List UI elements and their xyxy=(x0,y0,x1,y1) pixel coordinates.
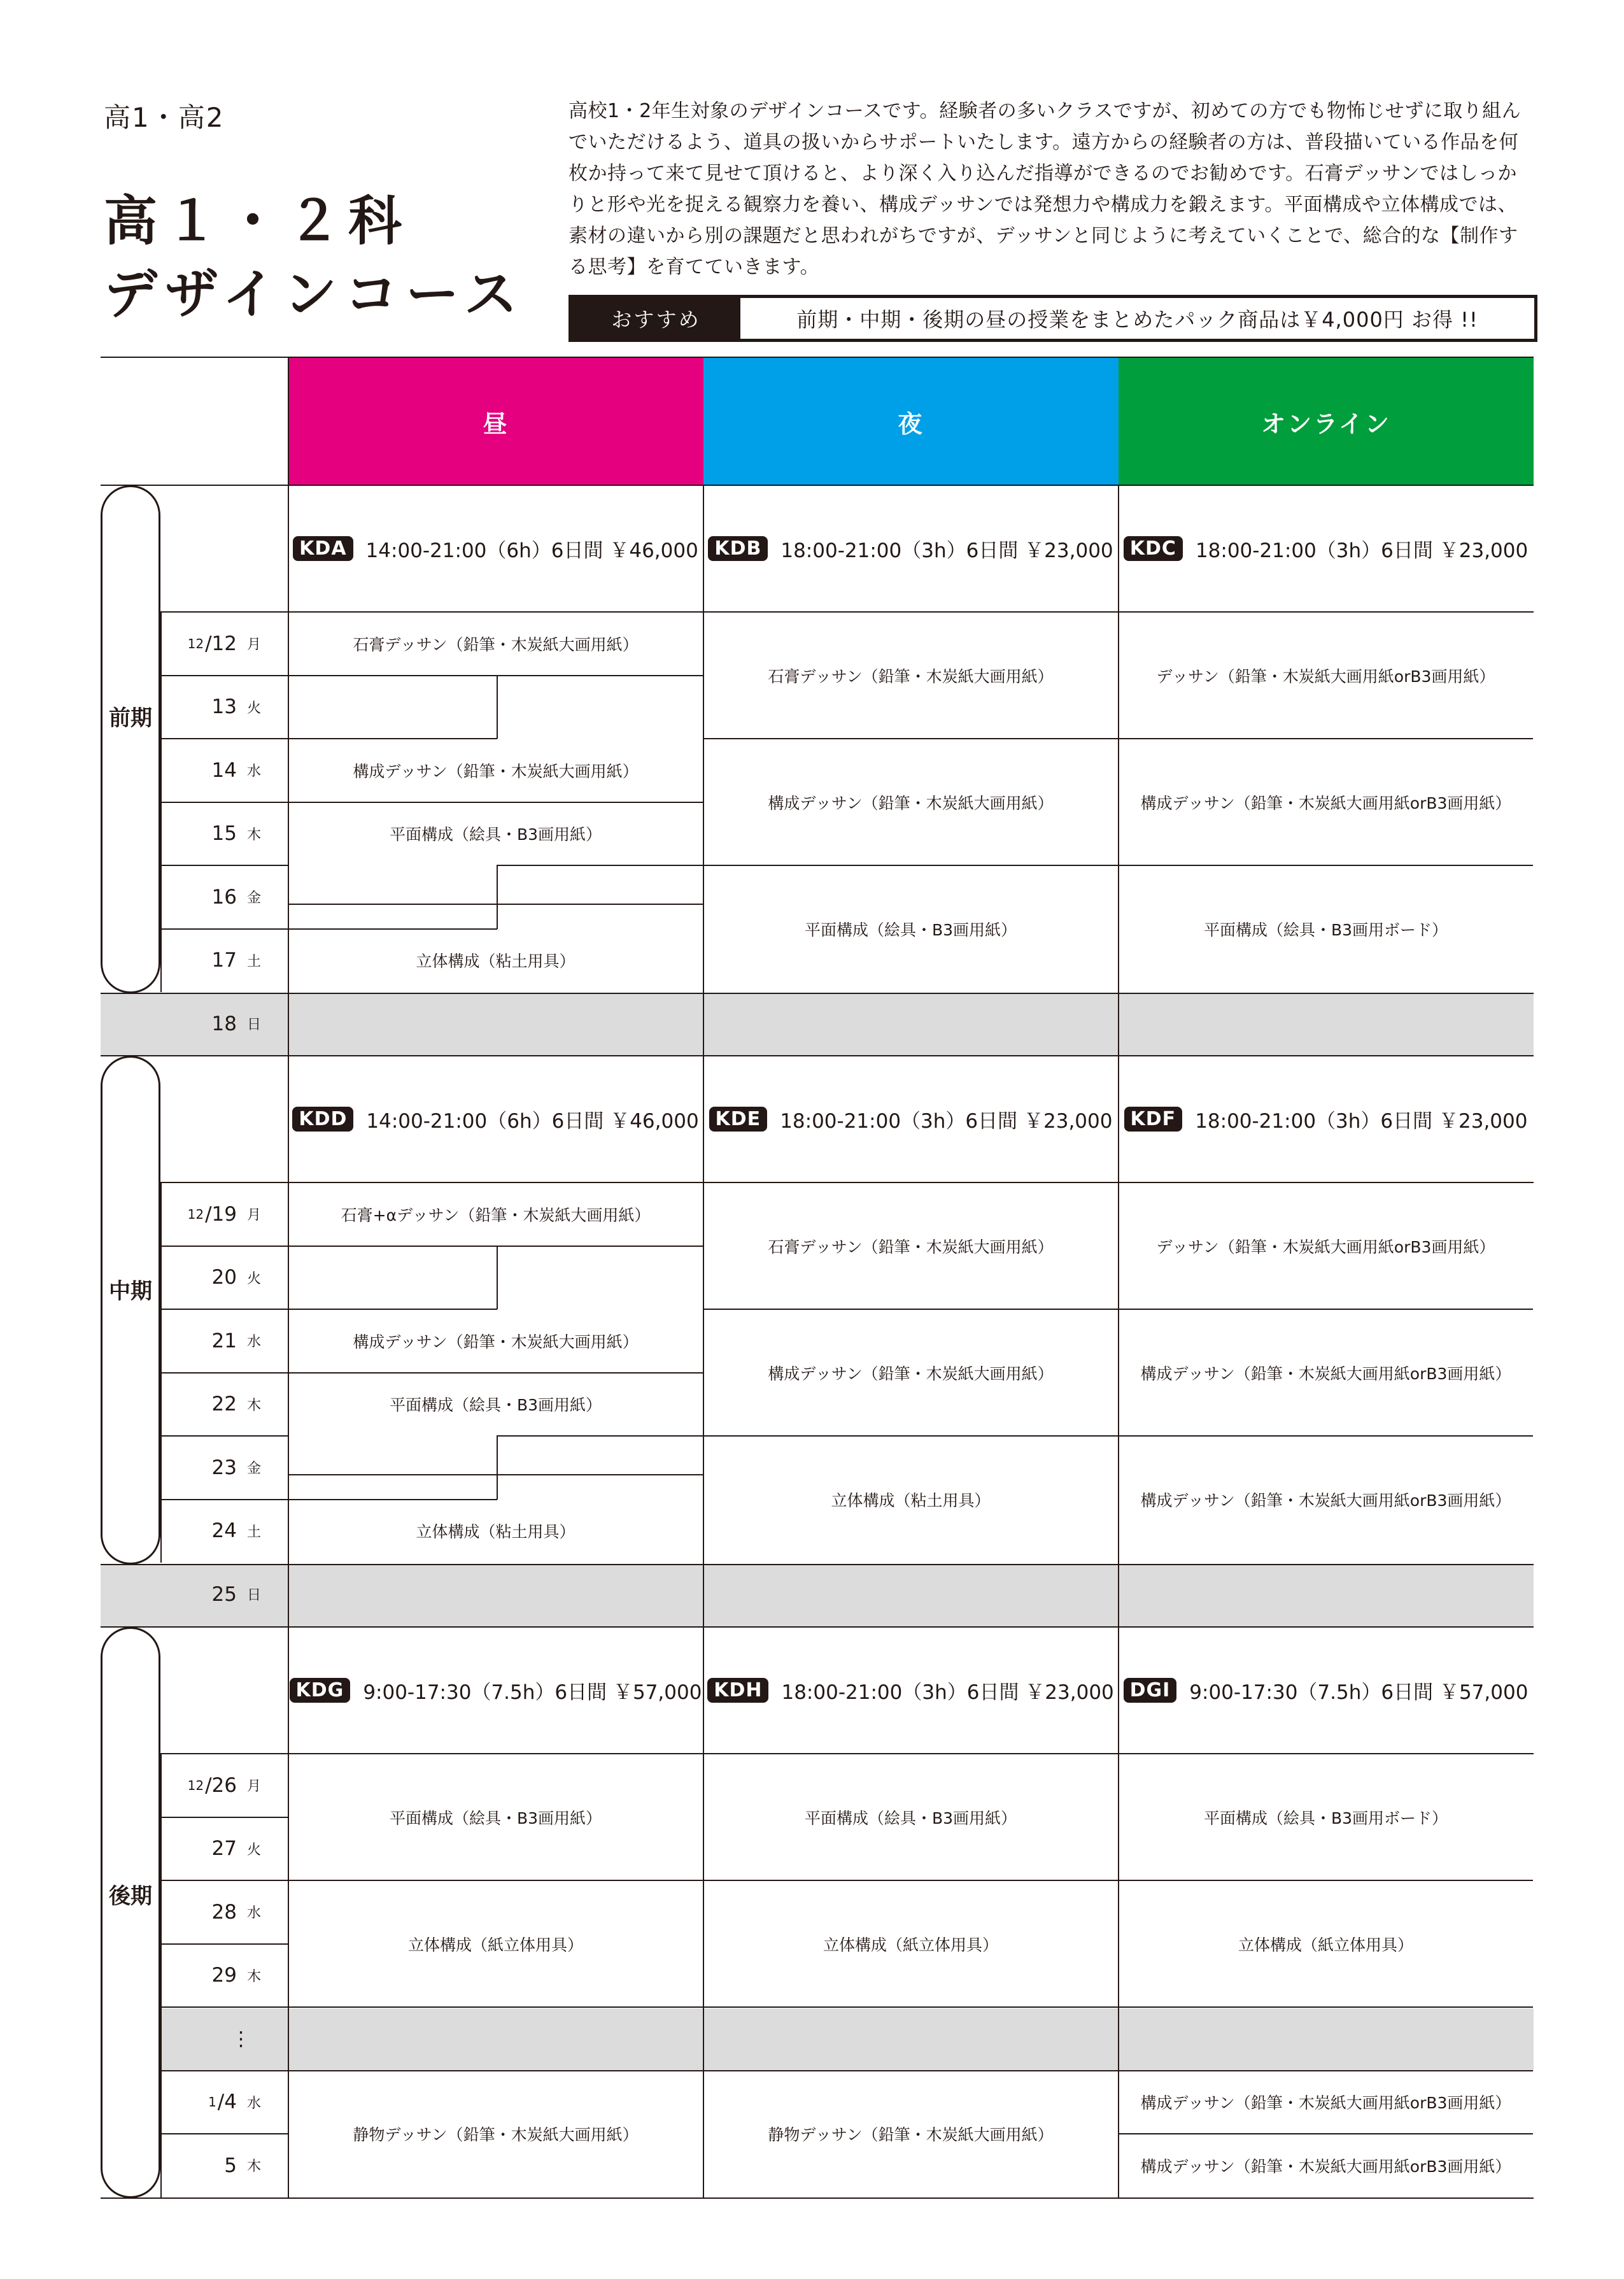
column-header-online xyxy=(1119,358,1534,485)
course-schedule: 18:00-21:00（3h）6日間 ￥23,000 xyxy=(780,1110,1113,1133)
course-schedule: 14:00-21:00（6h）6日間 ￥46,000 xyxy=(366,1110,699,1133)
course-info xyxy=(288,1627,703,1754)
day-cell: 平面構成（絵具・B3画用紙） xyxy=(389,825,602,844)
column-header-night xyxy=(703,358,1119,485)
course-code-badge: KDE xyxy=(709,1107,768,1132)
course-info xyxy=(1119,1056,1533,1182)
date-label: 14 水 xyxy=(211,758,261,782)
date-label: 18 日 xyxy=(211,1012,261,1035)
online-cell: 平面構成（絵具・B3画用ボード） xyxy=(1203,920,1448,939)
online-cell: デッサン（鉛筆・木炭紙大画用紙orB3画用紙） xyxy=(1156,1237,1495,1256)
column-header-label: オンライン xyxy=(1261,409,1391,438)
course-info xyxy=(288,1056,703,1182)
night-cell: 静物デッサン（鉛筆・木炭紙大画用紙） xyxy=(768,2126,1054,2144)
day-cell: 静物デッサン（鉛筆・木炭紙大画用紙） xyxy=(353,2126,639,2144)
course-title-line2: デザインコース xyxy=(104,263,525,325)
recommend-text: 前期・中期・後期の昼の授業をまとめたパック商品は￥4,000円 お得 !! xyxy=(796,308,1478,332)
course-schedule: 18:00-21:00（3h）6日間 ￥23,000 xyxy=(780,539,1113,562)
recommend-tag: おすすめ xyxy=(572,298,740,339)
day-cell: 石膏デッサン（鉛筆・木炭紙大画用紙） xyxy=(353,635,639,654)
online-cell: 構成デッサン（鉛筆・木炭紙大画用紙orB3画用紙） xyxy=(1140,2157,1511,2176)
course-schedule: 9:00-17:30（7.5h）6日間 ￥57,000 xyxy=(1189,1681,1529,1704)
course-code-badge: KDC xyxy=(1124,536,1183,561)
rest-row xyxy=(101,993,1534,1056)
night-cell: 石膏デッサン（鉛筆・木炭紙大画用紙） xyxy=(768,667,1054,686)
column-header-label: 昼 xyxy=(483,409,509,438)
date-label: 17 土 xyxy=(211,949,261,972)
course-code-badge: KDA xyxy=(293,536,353,561)
date-label: 12 / 12 月 xyxy=(187,632,261,655)
course-code-badge: KDD xyxy=(292,1107,353,1132)
course-schedule: 18:00-21:00（3h）6日間 ￥23,000 xyxy=(1195,1110,1528,1133)
grade-label: 高1・高2 xyxy=(104,102,225,133)
online-cell: 構成デッサン（鉛筆・木炭紙大画用紙orB3画用紙） xyxy=(1140,1364,1511,1383)
date-label: 27 火 xyxy=(211,1837,261,1860)
term-label: 中期 xyxy=(109,1279,152,1304)
day-cell: 石膏+αデッサン（鉛筆・木炭紙大画用紙） xyxy=(341,1205,651,1225)
online-cell: デッサン（鉛筆・木炭紙大画用紙orB3画用紙） xyxy=(1156,667,1495,686)
course-info xyxy=(703,1627,1118,1754)
course-schedule: 18:00-21:00（3h）6日間 ￥23,000 xyxy=(1195,539,1529,562)
course-info xyxy=(703,485,1118,612)
column-header-day xyxy=(288,358,703,485)
date-label: 20 火 xyxy=(211,1266,261,1289)
course-schedule: 9:00-17:30（7.5h）6日間 ￥57,000 xyxy=(363,1681,702,1704)
date-label: 15 木 xyxy=(211,822,261,845)
course-code-badge: KDB xyxy=(708,536,768,561)
course-schedule: 18:00-21:00（3h）6日間 ￥23,000 xyxy=(781,1681,1114,1704)
night-cell: 立体構成（粘土用具） xyxy=(831,1491,991,1510)
intro-text: 高校1・2年生対象のデザインコースです。経験者の多いクラスですが、初めての方でも物怖じせずに取り組んでいただけるよう、道具の扱いからサポートいたします。遠方からの経験者の方は、普段描いている作品を何枚か持って来て見せて頂けると、より深く入り込んだ指導ができるのでお勧めです。石膏デッサンではしっかりと形や光を捉える観察力を養い、構成デッサンでは発想力や構成力を鍛えます。平面構成や立体構成では、素材の違いから別の課題だと思われがちですが、デッサンと同じように考えていくことで、総合的な【制作する思考】を育てていきます。 xyxy=(568,100,1522,278)
date-label: 24 土 xyxy=(211,1519,261,1542)
course-schedule: 14:00-21:00（6h）6日間 ￥46,000 xyxy=(365,539,698,562)
course-info xyxy=(288,485,703,612)
day-cell: 構成デッサン（鉛筆・木炭紙大画用紙） xyxy=(353,1332,639,1351)
term-pill-chuki xyxy=(101,1056,160,1565)
online-cell: 平面構成（絵具・B3画用ボード） xyxy=(1203,1808,1448,1828)
course-code-badge: KDF xyxy=(1124,1107,1183,1132)
course-code-badge: KDG xyxy=(290,1678,351,1703)
day-cell: 立体構成（粘土用具） xyxy=(416,952,575,971)
night-cell: 平面構成（絵具・B3画用紙） xyxy=(804,920,1017,939)
night-cell: 平面構成（絵具・B3画用紙） xyxy=(804,1808,1017,1828)
date-label: ⋮ xyxy=(231,2027,251,2050)
date-label: 16 金 xyxy=(211,885,261,909)
term-pill-zenki xyxy=(101,485,160,993)
day-cell: 構成デッサン（鉛筆・木炭紙大画用紙） xyxy=(353,762,639,781)
night-cell: 構成デッサン（鉛筆・木炭紙大画用紙） xyxy=(768,1364,1054,1383)
term-label: 前期 xyxy=(109,706,152,731)
term-pill-koki xyxy=(101,1627,160,2198)
date-label: 23 金 xyxy=(211,1456,261,1479)
course-title-line1: 高１・２科 xyxy=(104,190,410,252)
course-code-badge: KDH xyxy=(707,1678,768,1703)
course-info xyxy=(703,1056,1118,1182)
online-cell: 構成デッサン（鉛筆・木炭紙大画用紙orB3画用紙） xyxy=(1140,2094,1511,2113)
term-label: 後期 xyxy=(109,1884,152,1909)
night-cell: 構成デッサン（鉛筆・木炭紙大画用紙） xyxy=(768,793,1054,813)
recommend-banner xyxy=(568,295,1537,342)
day-cell: 平面構成（絵具・B3画用紙） xyxy=(389,1808,602,1828)
date-label: 22 木 xyxy=(211,1393,261,1416)
day-cell: 立体構成（粘土用具） xyxy=(416,1523,575,1542)
course-code-badge: DGI xyxy=(1124,1678,1177,1703)
date-label: 12 / 19 月 xyxy=(187,1202,261,1226)
online-cell: 構成デッサン（鉛筆・木炭紙大画用紙orB3画用紙） xyxy=(1140,793,1511,813)
ellipsis-row xyxy=(160,2008,1534,2071)
date-label: 29 木 xyxy=(211,1964,261,1987)
date-label: 13 火 xyxy=(211,695,261,718)
date-label: 12 / 26 月 xyxy=(187,1773,261,1797)
rest-row xyxy=(101,1565,1534,1627)
day-cell: 平面構成（絵具・B3画用紙） xyxy=(389,1396,602,1415)
day-cell: 立体構成（紙立体用具） xyxy=(407,1935,583,1954)
date-label: 21 水 xyxy=(211,1329,261,1352)
online-cell: 構成デッサン（鉛筆・木炭紙大画用紙orB3画用紙） xyxy=(1140,1491,1511,1510)
course-info xyxy=(1119,1627,1533,1754)
date-label: 25 日 xyxy=(211,1582,261,1606)
date-label: 5 木 xyxy=(224,2154,261,2177)
date-label: 28 水 xyxy=(211,1900,261,1924)
online-cell: 立体構成（紙立体用具） xyxy=(1238,1935,1413,1954)
column-header-label: 夜 xyxy=(898,409,924,438)
night-cell: 立体構成（紙立体用具） xyxy=(823,1935,998,1954)
course-info xyxy=(1119,485,1533,612)
night-cell: 石膏デッサン（鉛筆・木炭紙大画用紙） xyxy=(768,1237,1054,1256)
date-label: 1 / 4 水 xyxy=(208,2091,261,2113)
